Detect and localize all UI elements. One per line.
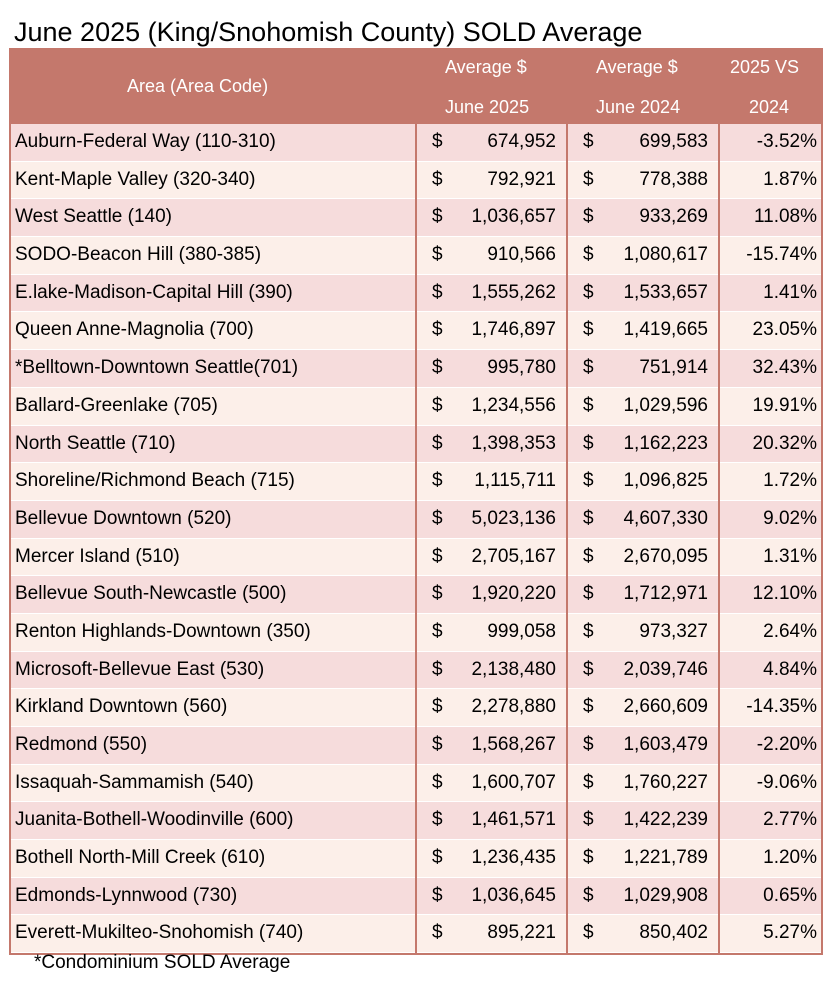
value-2024: 973,327 [639,620,708,642]
value-2025: 792,921 [487,168,556,190]
change-cell: 11.08% [753,206,817,228]
currency-2025: $ [432,206,443,228]
area-cell: Edmonds-Lynnwood (730) [15,884,238,906]
value-2024: 1,422,239 [623,809,708,831]
value-2025: 2,705,167 [471,545,556,567]
change-cell: 12.10% [752,583,817,605]
currency-2024: $ [583,357,594,379]
value-2025: 1,234,556 [471,394,556,416]
currency-2025: $ [432,809,443,831]
value-2025: 995,780 [487,357,556,379]
value-2024: 1,221,789 [623,847,708,869]
currency-2024: $ [583,206,594,228]
area-cell: Kent-Maple Valley (320-340) [15,168,256,190]
currency-2025: $ [432,281,443,303]
area-cell: Shoreline/Richmond Beach (715) [15,470,295,492]
value-2024: 1,603,479 [623,734,708,755]
value-2025: 895,221 [487,922,556,944]
change-cell: -9.06% [756,771,817,793]
value-2024: 2,039,746 [623,658,708,680]
change-cell: 9.02% [763,507,817,529]
value-2025: 674,952 [487,131,556,152]
currency-2024: $ [583,771,594,793]
area-cell: Redmond (550) [15,734,148,755]
currency-2024: $ [583,620,594,642]
value-2024: 4,607,330 [623,507,708,529]
value-2025: 999,058 [487,620,556,642]
value-2024: 699,583 [639,131,708,152]
currency-2025: $ [432,244,443,266]
header-col1-line1: Average $ [445,57,527,77]
currency-2025: $ [432,583,443,605]
change-cell: 32.43% [752,357,817,379]
area-cell: Microsoft-Bellevue East (530) [15,658,265,680]
value-2024: 1,029,596 [623,394,708,416]
change-cell: -15.74% [746,244,817,266]
area-cell: Renton Highlands-Downtown (350) [15,620,311,642]
column-divider [718,124,720,955]
currency-2025: $ [432,394,443,416]
area-cell: Bellevue South-Newcastle (500) [15,583,287,605]
value-2025: 1,398,353 [471,432,556,454]
value-2024: 751,914 [639,357,708,379]
area-cell: Everett-Mukilteo-Snohomish (740) [15,922,304,944]
value-2025: 1,115,711 [474,470,556,492]
currency-2025: $ [432,168,443,190]
currency-2025: $ [432,545,443,567]
change-cell: 2.64% [763,620,817,642]
currency-2024: $ [583,658,594,680]
currency-2025: $ [432,620,443,642]
change-cell: 4.84% [763,658,817,680]
area-cell: Ballard-Greenlake (705) [15,394,218,416]
area-cell: *Belltown-Downtown Seattle(701) [15,357,299,379]
area-cell: E.lake-Madison-Capital Hill (390) [15,281,293,303]
change-cell: 1.20% [763,847,817,869]
currency-2025: $ [432,319,443,341]
currency-2024: $ [583,545,594,567]
area-cell: SODO-Beacon Hill (380-385) [15,244,262,266]
currency-2025: $ [432,847,443,869]
currency-2025: $ [432,734,443,755]
currency-2024: $ [583,394,594,416]
change-cell: 23.05% [752,319,817,341]
change-cell: 19.91% [752,394,817,416]
area-cell: Auburn-Federal Way (110-310) [15,131,276,152]
currency-2024: $ [583,507,594,529]
value-2025: 2,138,480 [471,658,556,680]
area-cell: Bellevue Downtown (520) [15,507,232,529]
currency-2024: $ [583,734,594,755]
value-2024: 2,660,609 [623,696,708,718]
value-2025: 1,920,220 [471,583,556,605]
area-cell: Bothell North-Mill Creek (610) [15,847,266,869]
currency-2024: $ [583,244,594,266]
value-2024: 1,419,665 [623,319,708,341]
currency-2024: $ [583,847,594,869]
value-2025: 1,600,707 [471,771,556,793]
value-2025: 1,461,571 [471,809,556,831]
change-cell: -3.52% [756,131,817,152]
column-divider [415,124,417,955]
value-2024: 778,388 [639,168,708,190]
value-2024: 1,533,657 [623,281,708,303]
chart-title: June 2025 (King/Snohomish County) SOLD Average [14,17,643,47]
currency-2025: $ [432,922,443,944]
currency-2025: $ [432,884,443,906]
header-col3-line1: 2025 VS [730,57,800,77]
currency-2024: $ [583,319,594,341]
value-2025: 1,746,897 [471,319,556,341]
change-cell: 1.87% [763,168,817,190]
currency-2024: $ [583,922,594,944]
change-cell: -14.35% [746,696,817,718]
currency-2025: $ [432,696,443,718]
currency-2024: $ [583,131,594,152]
currency-2024: $ [583,809,594,831]
value-2025: 2,278,880 [471,696,556,718]
value-2024: 850,402 [639,922,708,944]
change-cell: 1.72% [763,470,817,492]
area-cell: Queen Anne-Magnolia (700) [15,319,254,341]
header-col3-line2: 2024 [749,97,790,117]
currency-2025: $ [432,507,443,529]
table-header [9,48,823,124]
area-cell: North Seattle (710) [15,432,176,454]
value-2025: 1,036,657 [471,206,556,228]
value-2025: 5,023,136 [471,507,556,529]
footnote: *Condominium SOLD Average [34,952,291,973]
currency-2024: $ [583,281,594,303]
change-cell: 20.32% [752,432,817,454]
value-2024: 1,162,223 [623,432,708,454]
currency-2024: $ [583,696,594,718]
currency-2024: $ [583,168,594,190]
currency-2025: $ [432,771,443,793]
change-cell: -2.20% [756,734,817,755]
header-col1-line2: June 2025 [445,97,530,117]
value-2025: 1,036,645 [471,884,556,906]
currency-2025: $ [432,658,443,680]
currency-2024: $ [583,432,594,454]
change-cell: 0.65% [763,884,817,906]
area-cell: Mercer Island (510) [15,545,180,567]
currency-2025: $ [432,470,443,492]
header-col2-line1: Average $ [596,57,678,77]
change-cell: 1.41% [763,281,817,303]
data-table [9,48,823,955]
header-col2-line2: June 2024 [596,97,681,117]
change-cell: 5.27% [763,922,817,944]
value-2025: 1,568,267 [471,734,556,755]
area-cell: West Seattle (140) [15,206,173,228]
area-cell: Juanita-Bothell-Woodinville (600) [15,809,294,831]
value-2024: 2,670,095 [623,545,708,567]
value-2025: 1,555,262 [471,281,556,303]
currency-2024: $ [583,884,594,906]
currency-2025: $ [432,432,443,454]
area-cell: Kirkland Downtown (560) [15,696,228,718]
value-2025: 1,236,435 [471,847,556,869]
currency-2024: $ [583,583,594,605]
value-2024: 1,712,971 [623,583,708,605]
change-cell: 1.31% [763,545,817,567]
value-2024: 1,080,617 [623,244,708,266]
value-2024: 933,269 [639,206,708,228]
currency-2024: $ [583,470,594,492]
value-2024: 1,096,825 [623,470,708,492]
column-divider [566,124,568,955]
value-2024: 1,029,908 [623,884,708,906]
currency-2025: $ [432,131,443,152]
value-2025: 910,566 [487,244,556,266]
header-area: Area (Area Code) [127,76,269,96]
area-cell: Issaquah-Sammamish (540) [15,771,254,793]
currency-2025: $ [432,357,443,379]
value-2024: 1,760,227 [623,771,708,793]
change-cell: 2.77% [763,809,817,831]
